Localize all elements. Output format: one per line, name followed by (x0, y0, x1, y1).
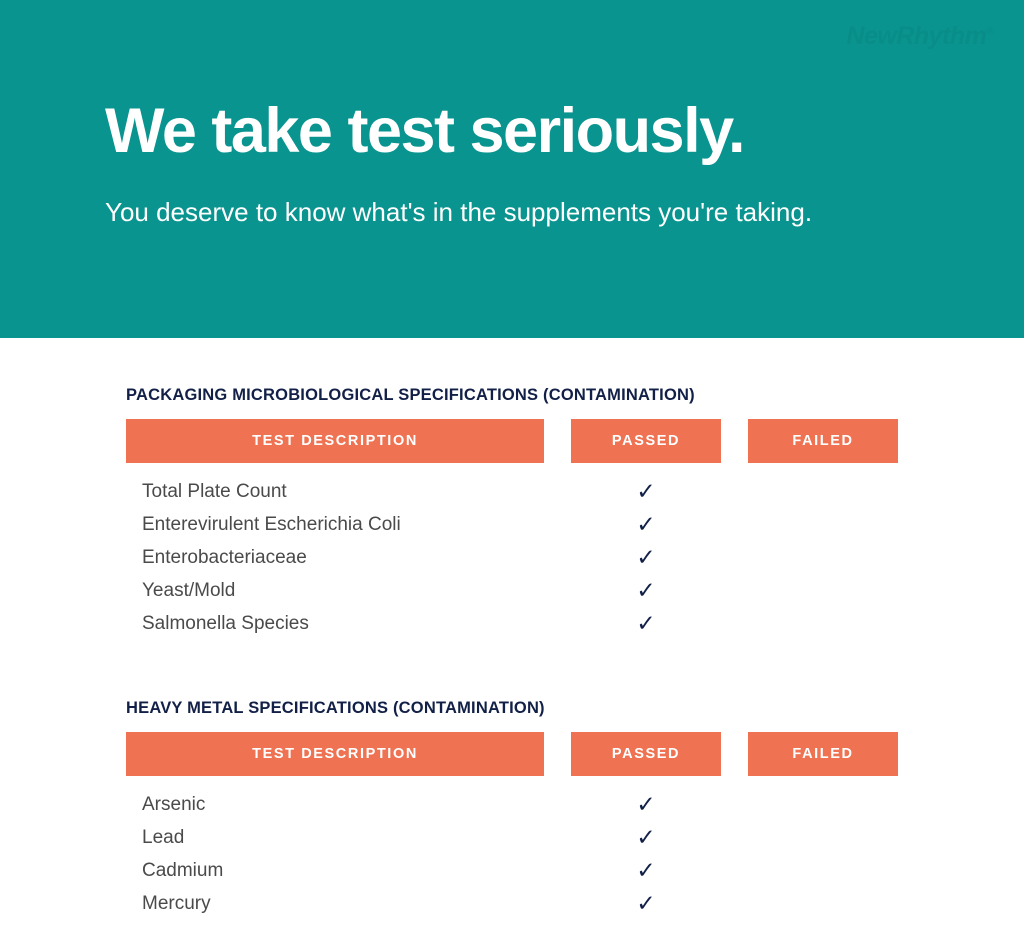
test-name: Salmonella Species (142, 612, 309, 634)
section-title: PACKAGING MICROBIOLOGICAL SPECIFICATIONS (CONTAMINATION) (126, 386, 695, 404)
column-header-passed: PASSED (571, 419, 721, 463)
column-header-failed: FAILED (748, 419, 898, 463)
check-icon: ✓ (636, 544, 656, 570)
column-header-passed: PASSED (571, 732, 721, 776)
check-icon: ✓ (636, 577, 656, 603)
check-icon: ✓ (636, 478, 656, 504)
page-title: We take test seriously. (105, 96, 744, 166)
section-title: HEAVY METAL SPECIFICATIONS (CONTAMINATION) (126, 699, 545, 717)
check-icon: ✓ (636, 610, 656, 636)
test-name: Arsenic (142, 793, 206, 815)
column-header-failed: FAILED (748, 732, 898, 776)
check-icon: ✓ (636, 511, 656, 537)
table-row (126, 475, 916, 508)
check-icon: ✓ (636, 824, 656, 850)
table-body (126, 475, 916, 640)
results-table (126, 732, 916, 920)
test-name: Yeast/Mold (142, 579, 236, 601)
results-table (126, 419, 916, 640)
test-name: Enterobacteriaceae (142, 546, 307, 568)
registered-trademark-icon: ® (986, 25, 994, 38)
table-row (126, 887, 916, 920)
brand-name: NewRhythm (846, 22, 987, 50)
table-row (126, 821, 916, 854)
check-icon: ✓ (636, 791, 656, 817)
test-name: Total Plate Count (142, 480, 287, 502)
hero-banner (0, 0, 1024, 338)
section-heavy-metal (0, 699, 1024, 920)
table-row (126, 574, 916, 607)
table-row (126, 788, 916, 821)
check-icon: ✓ (636, 890, 656, 916)
column-header-description: TEST DESCRIPTION (126, 419, 544, 463)
brand-logo (846, 22, 994, 51)
table-header-row (126, 732, 916, 776)
table-row (126, 541, 916, 574)
test-name: Enterevirulent Escherichia Coli (142, 513, 401, 535)
section-microbiological (0, 386, 1024, 640)
table-header-row (126, 419, 916, 463)
test-name: Mercury (142, 892, 211, 914)
test-name: Lead (142, 826, 185, 848)
column-header-description: TEST DESCRIPTION (126, 732, 544, 776)
check-icon: ✓ (636, 857, 656, 883)
table-row (126, 508, 916, 541)
table-body (126, 788, 916, 920)
table-row (126, 607, 916, 640)
table-row (126, 854, 916, 887)
test-name: Cadmium (142, 859, 224, 881)
page-subtitle: You deserve to know what's in the supplements you're taking. (105, 197, 813, 227)
